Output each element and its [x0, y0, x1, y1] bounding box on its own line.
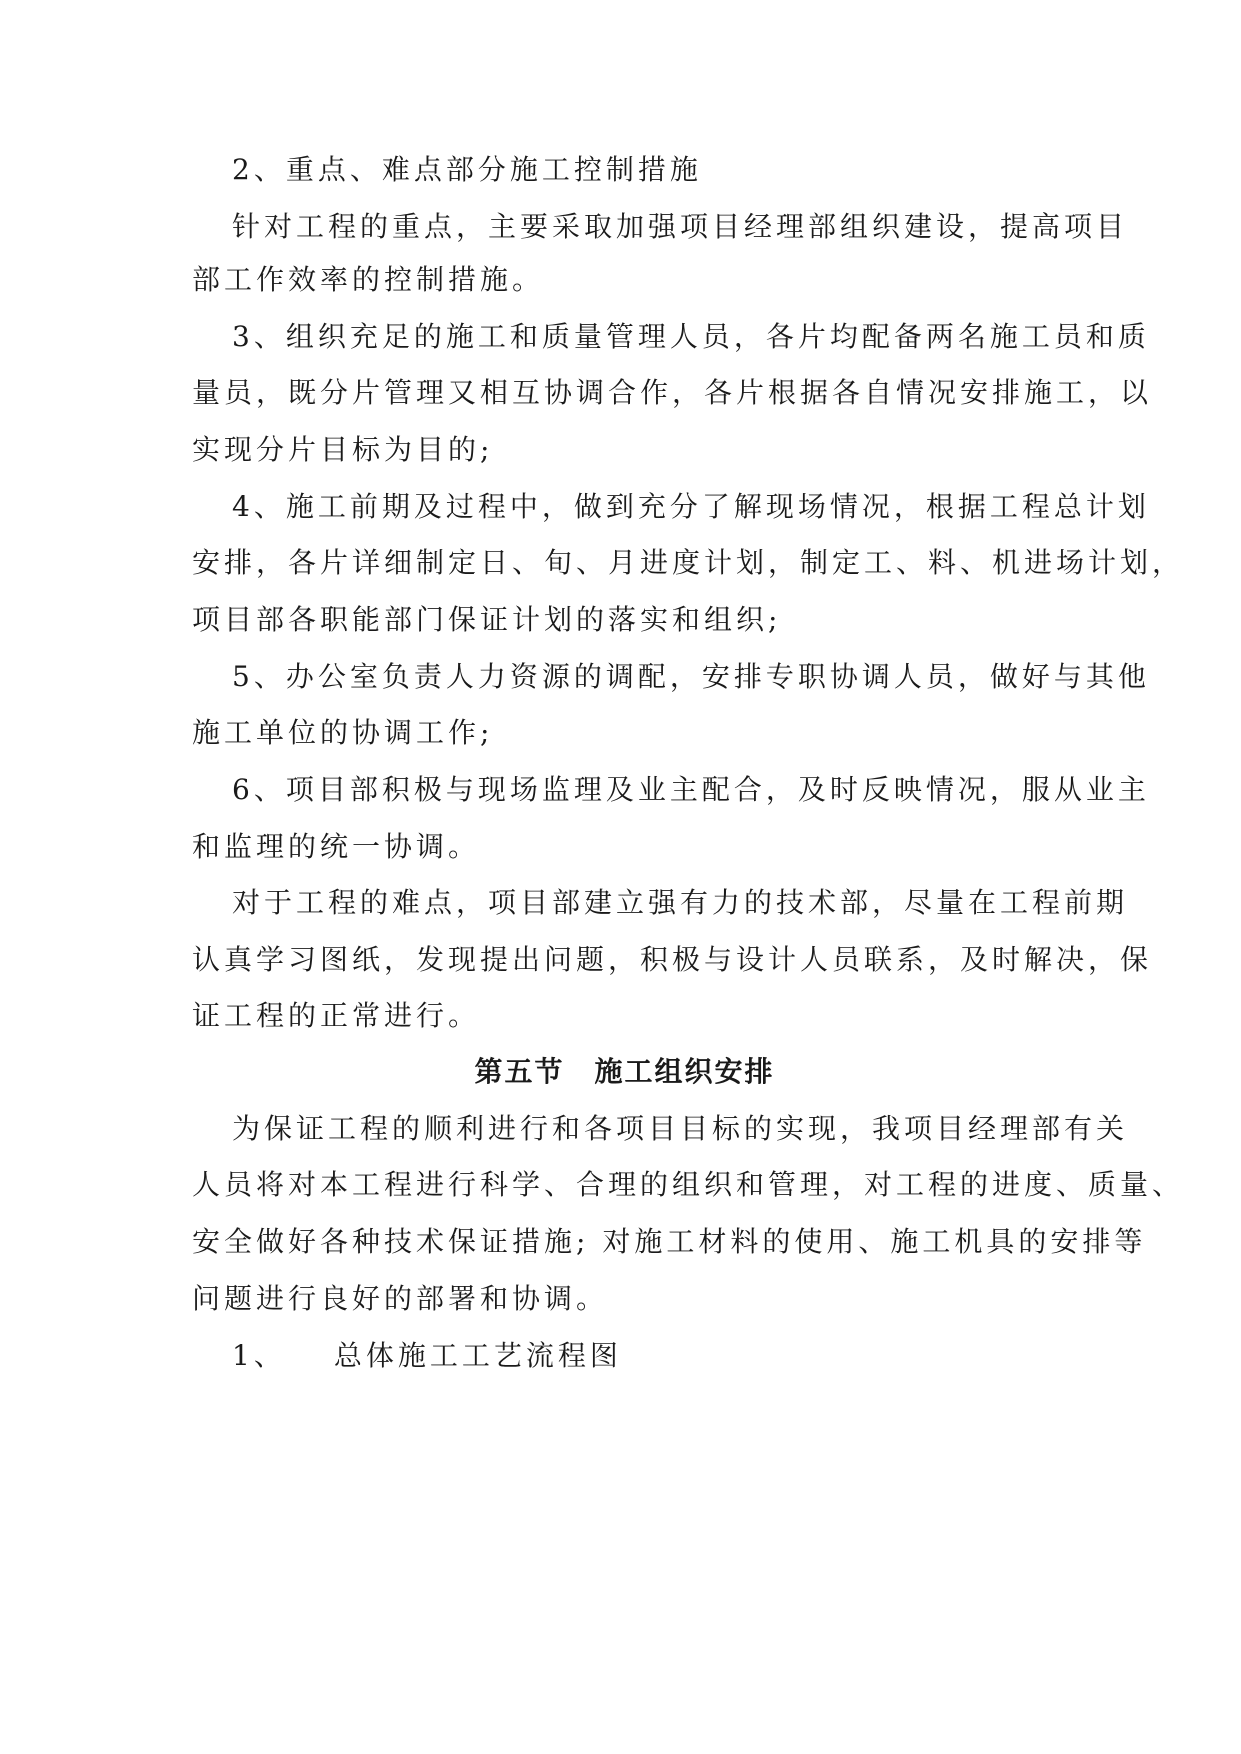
paragraph-line: 6、项目部积极与现场监理及业主配合，及时反映情况，服从业主: [232, 773, 1150, 806]
paragraph-line: 安排，各片详细制定日、旬、月进度计划，制定工、料、机进场计划，: [192, 546, 1185, 579]
paragraph-line: 人员将对本工程进行科学、合理的组织和管理，对工程的进度、质量、: [192, 1168, 1185, 1201]
list-item-process-flowchart: [232, 1336, 622, 1376]
paragraph-line: 4、施工前期及过程中，做到充分了解现场情况，根据工程总计划: [232, 490, 1150, 523]
section-title: 第五节 施工组织安排: [474, 1055, 775, 1088]
paragraph-line: 实现分片目标为目的;: [192, 433, 494, 466]
paragraph-line: 问题进行良好的部署和协调。: [192, 1282, 609, 1315]
paragraph-line: 证工程的正常进行。: [192, 999, 481, 1032]
paragraph-line: 安全做好各种技术保证措施; 对施工材料的使用、施工机具的安排等: [192, 1225, 1147, 1258]
paragraph-line: 和监理的统一协调。: [192, 830, 481, 863]
paragraph-line: 为保证工程的顺利进行和各项目目标的实现，我项目经理部有关: [232, 1112, 1129, 1145]
list-item-text: 总体施工工艺流程图: [333, 1339, 622, 1372]
paragraph-line: 项目部各职能部门保证计划的落实和组织;: [192, 603, 782, 636]
heading-key-difficult-points: 2、重点、难点部分施工控制措施: [232, 153, 702, 186]
paragraph-line: 对于工程的难点，项目部建立强有力的技术部，尽量在工程前期: [232, 886, 1129, 919]
paragraph-line: 施工单位的协调工作;: [192, 716, 494, 749]
paragraph-line: 3、组织充足的施工和质量管理人员，各片均配备两名施工员和质: [232, 320, 1150, 353]
paragraph-line: 5、办公室负责人力资源的调配，安排专职协调人员，做好与其他: [232, 660, 1150, 693]
list-item-number: 1、: [232, 1339, 286, 1372]
paragraph-line: 针对工程的重点，主要采取加强项目经理部组织建设，提高项目: [232, 210, 1129, 243]
paragraph-line: 部工作效率的控制措施。: [192, 263, 545, 296]
paragraph-line: 量员，既分片管理又相互协调合作，各片根据各自情况安排施工，以: [192, 376, 1153, 409]
paragraph-line: 认真学习图纸，发现提出问题，积极与设计人员联系，及时解决，保: [192, 943, 1153, 976]
